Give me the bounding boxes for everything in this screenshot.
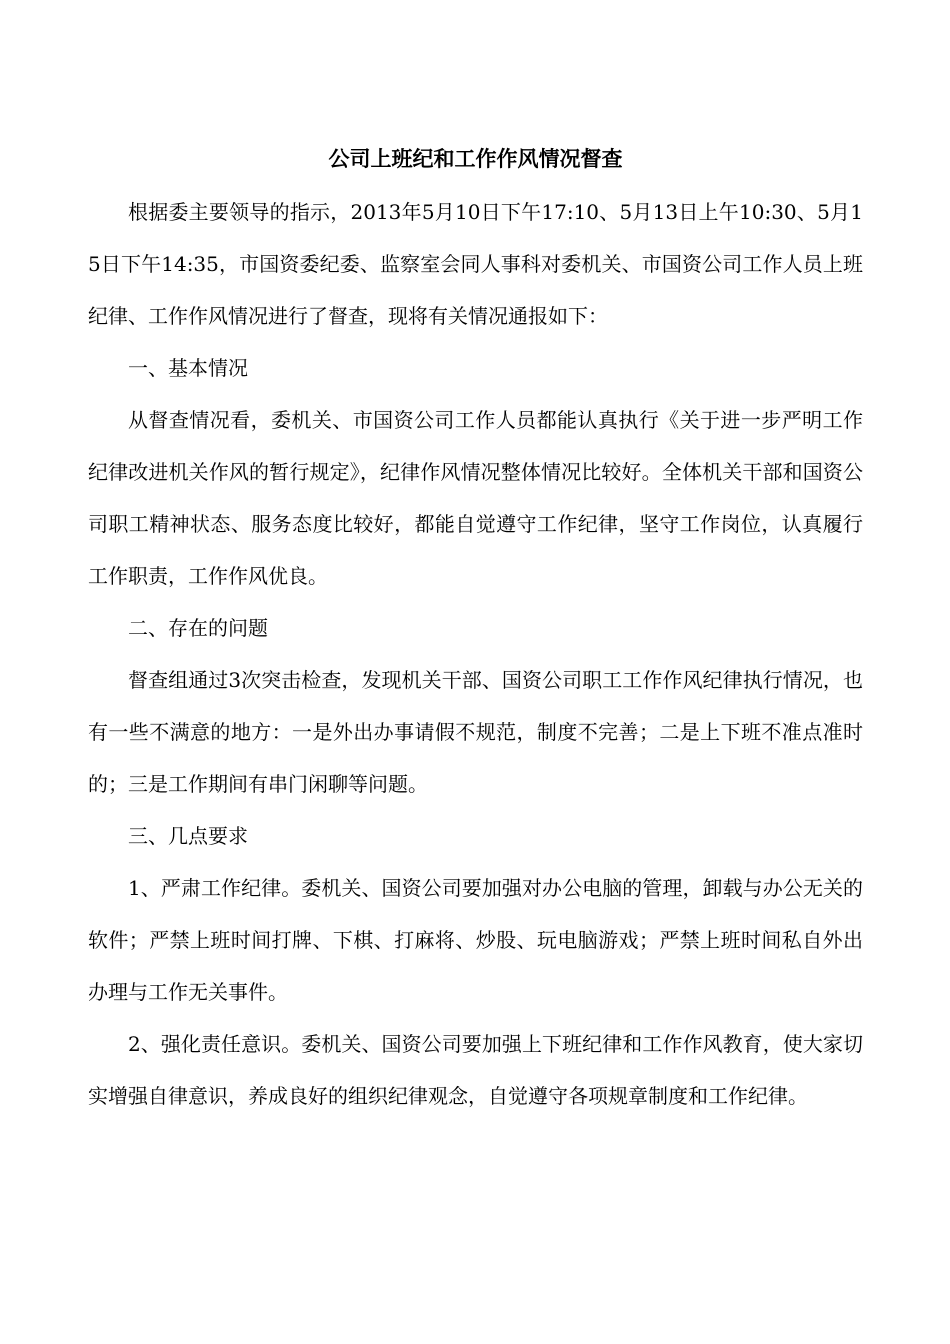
section-heading-requirements: 三、几点要求: [128, 824, 248, 848]
document-title: 公司上班纪和工作作风情况督查: [328, 146, 623, 171]
section-heading-basic: 一、基本情况: [128, 356, 248, 380]
document-page: [88, 137, 863, 1122]
requirement-item-2: 2、强化责任意识。委机关、国资公司要加强上下班纪律和工作作风教育，使大家切实增强自律意识，养成良好的组织纪律观念，自觉遵守各项规章制度和工作纪律。: [88, 1032, 863, 1108]
section-body-problems: 督查组通过3次突击检查，发现机关干部、国资公司职工工作作风纪律执行情况，也有一些不满意的地方：一是外出办事请假不规范，制度不完善；二是上下班不准点准时的；三是工作期间有串门闲聊等问题。: [88, 668, 863, 796]
section-body-basic: 从督查情况看，委机关、市国资公司工作人员都能认真执行《关于进一步严明工作纪律改进机关作风的暂行规定》，纪律作风情况整体情况比较好。全体机关干部和国资公司职工精神状态、服务态度比较好，都能自觉遵守工作纪律，坚守工作岗位，认真履行工作职责，工作作风优良。: [88, 408, 863, 588]
intro-paragraph: 根据委主要领导的指示，2013年5月10日下午17:10、5月13日上午10:30、5月15日下午14:35，市国资委纪委、监察室会同人事科对委机关、市国资公司工作人员上班纪律、工作作风情况进行了督查，现将有关情况通报如下：: [88, 200, 863, 328]
requirement-item-1: 1、严肃工作纪律。委机关、国资公司要加强对办公电脑的管理，卸载与办公无关的软件；严禁上班时间打牌、下棋、打麻将、炒股、玩电脑游戏；严禁上班时间私自外出办理与工作无关事件。: [88, 876, 863, 1004]
section-heading-problems: 二、存在的问题: [128, 616, 268, 640]
